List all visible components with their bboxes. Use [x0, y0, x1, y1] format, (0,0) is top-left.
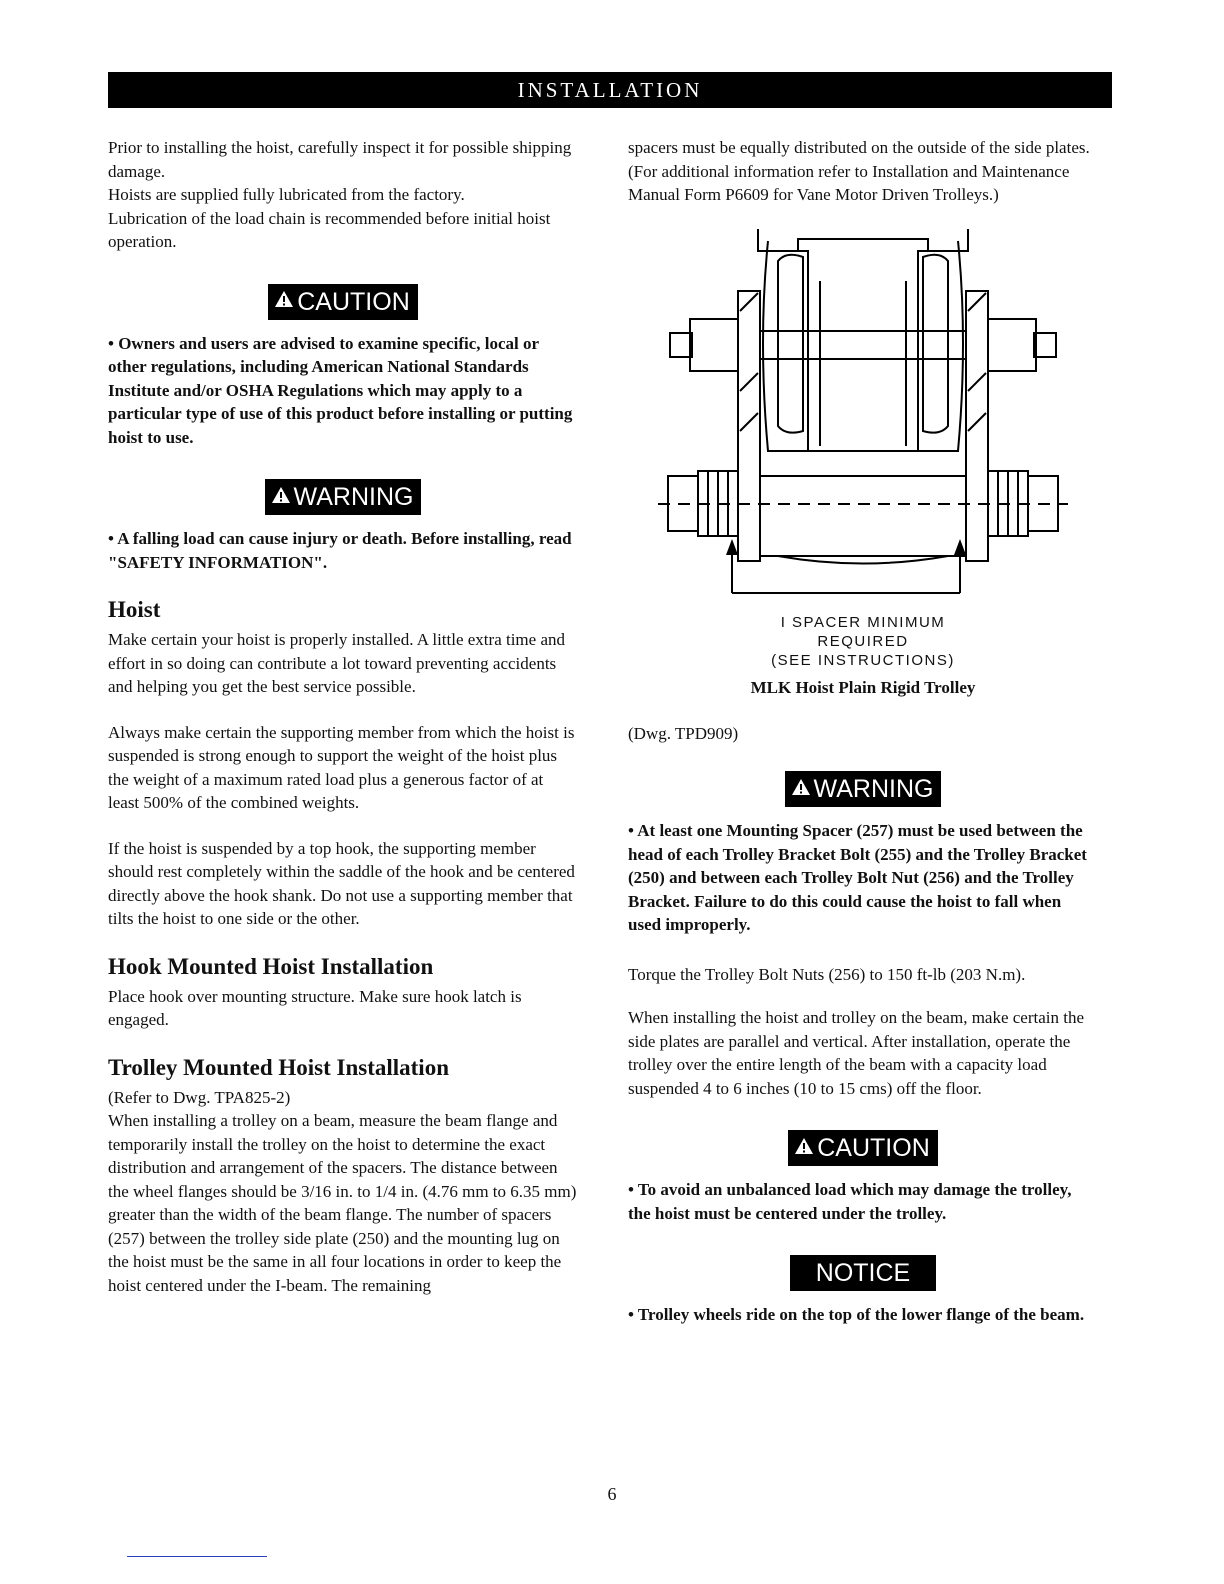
right-column [628, 136, 1098, 1327]
figure-title: MLK Hoist Plain Rigid Trolley [750, 677, 976, 697]
caution-text: • Owners and users are advised to examine specific, local or other regulations, including American National Standards Institute and/or OSHA Regulations which may apply to a particular type of use of this product before installing or putting hoist to use. [108, 333, 573, 447]
caution-label: CAUTION [817, 1134, 930, 1162]
warning-label: WARNING [813, 775, 934, 803]
intro-line-3: Lubrication of the load chain is recommended before initial hoist operation. [108, 208, 551, 251]
caution-text: • To avoid an unbalanced load which may damage the trolley, the hoist must be centered under the trolley. [628, 1180, 1072, 1223]
drawing-number: (Dwg. TPD909) [628, 723, 739, 743]
continuation-text: spacers must be equally distributed on the outside of the side plates. (For additional information refer to Installation and Maintenance Manual Form P6609 for Vane Motor Driven Trolleys.) [628, 138, 1090, 204]
warning-triangle-icon [791, 772, 811, 804]
hoist-heading: Hoist [108, 597, 161, 622]
caution-label: CAUTION [297, 287, 410, 316]
beam-install-text: When installing the hoist and trolley on the beam, make certain the side plates are parallel and vertical. After installation, operate the trolley over the entire length of the beam with a capacity load suspended 4 to 6 inches (10 to 15 cms) off the floor. [628, 1008, 1085, 1098]
caution-badge [108, 284, 578, 320]
intro-line-2: Hoists are supplied fully lubricated from the factory. [108, 185, 465, 204]
notice-text: • Trolley wheels ride on the top of the lower flange of the beam. [628, 1305, 1085, 1324]
hoist-paragraph: If the hoist is suspended by a top hook, the supporting member should rest completely within the saddle of the hook and be centered directly above the hook shank. Do not use a supporting member that tilts the hoist to one side or the other. [108, 838, 575, 928]
figure-caption [628, 613, 1098, 670]
hoist-paragraph: Always make certain the supporting member from which the hoist is suspended is strong enough to support the weight of the hoist plus the weight of a maximum rated load plus a generous factor of at least 500% of the combined weights. [108, 722, 575, 812]
warning-badge [628, 771, 1098, 807]
section-title-banner: INSTALLATION [108, 72, 1112, 108]
caption-line: REQUIRED [817, 632, 909, 650]
trolley-diagram-icon [628, 221, 1098, 613]
trolley-drawing [628, 221, 1098, 613]
trolley-mounted-ref: (Refer to Dwg. TPA825-2) [108, 1087, 291, 1107]
warning-text: • A falling load can cause injury or death. Before installing, read "SAFETY INFORMATION". [108, 529, 572, 572]
warning-triangle-icon [271, 480, 291, 512]
caption-line: I SPACER MINIMUM [780, 613, 946, 631]
page-number: 6 [607, 1484, 617, 1504]
left-column [108, 136, 578, 1297]
trolley-mounted-heading: Trolley Mounted Hoist Installation [108, 1054, 449, 1080]
hook-mounted-text: Place hook over mounting structure. Make sure hook latch is engaged. [108, 986, 522, 1029]
notice-badge [628, 1255, 1098, 1291]
notice-label: NOTICE [790, 1255, 936, 1291]
caution-badge [628, 1130, 1098, 1166]
warning-label: WARNING [293, 483, 414, 511]
warning-text: • At least one Mounting Spacer (257) must be used between the head of each Trolley Bracket Bolt (255) and the Trolley Bracket (250) and between each Trolley Bolt Nut (256) and the Trolley Bracket. Failure to do this could cause the hoist to fall when used improperly. [628, 821, 1087, 934]
warning-badge [108, 479, 578, 515]
hoist-paragraph: Make certain your hoist is properly installed. A little extra time and effort in so doing can contribute a lot toward preventing accidents and helping you get the best service possible. [108, 630, 565, 696]
warning-triangle-icon [274, 284, 294, 316]
caption-line: (SEE INSTRUCTIONS) [771, 651, 955, 669]
intro-line-1: Prior to installing the hoist, carefully inspect it for possible shipping damage. [108, 138, 572, 181]
footer-rule [127, 1556, 267, 1557]
torque-text: Torque the Trolley Bolt Nuts (256) to 150 ft-lb (203 N.m). [628, 964, 1026, 984]
hook-mounted-heading: Hook Mounted Hoist Installation [108, 953, 434, 979]
trolley-mounted-text: When installing a trolley on a beam, measure the beam flange and temporarily install the trolley on the hoist to determine the exact distribution and arrangement of the spacers. The distance between the wheel flanges should be 3/16 in. to 1/4 in. (4.76 mm to 6.35 mm) greater than the width of the beam flange. The number of spacers (257) between the trolley side plate (250) and the mounting lug on the hoist must be the same in all four locations in order to keep the hoist centered under the I-beam. The remaining [108, 1111, 577, 1295]
warning-triangle-icon [794, 1131, 814, 1163]
